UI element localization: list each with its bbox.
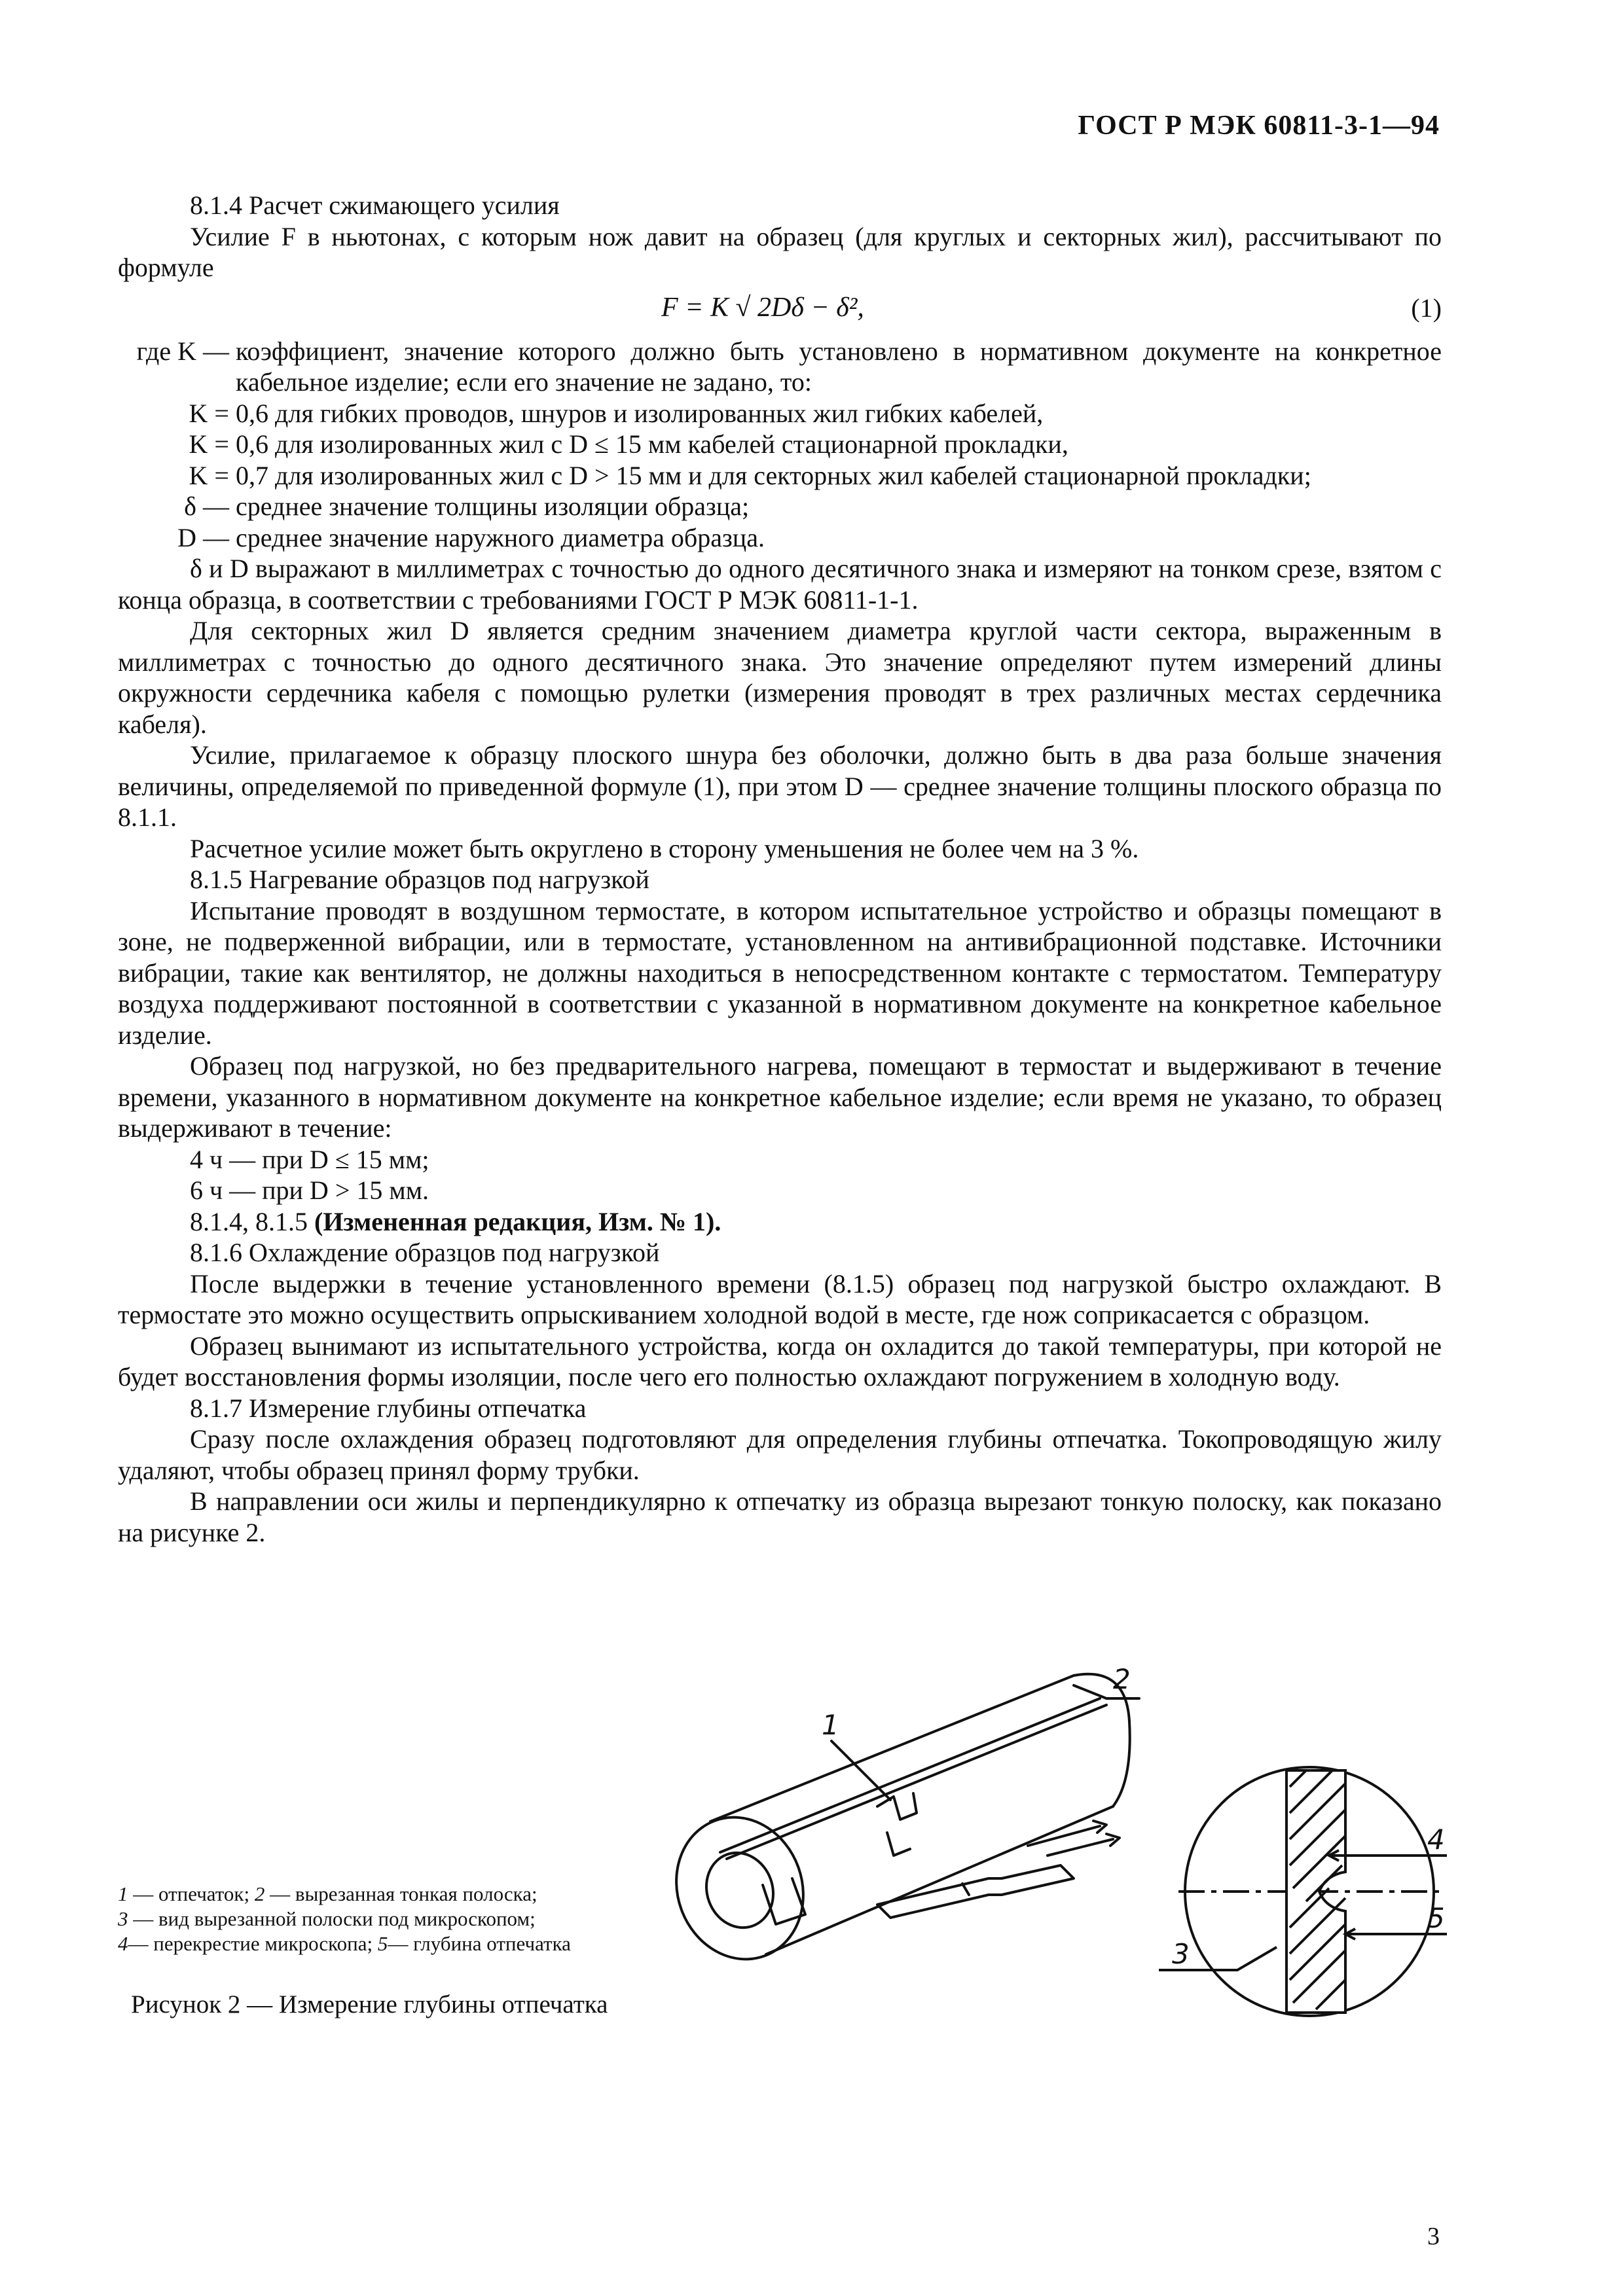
microscope-view [1185, 1767, 1434, 2016]
imprint-notch [877, 1793, 917, 1820]
leader-2 [1074, 1685, 1139, 1698]
amendment-note: 8.1.4, 8.1.5 (Измененная редакция, Изм. № 1). [190, 1206, 721, 1236]
label-2: 2 [1113, 1663, 1131, 1695]
tube-top-edge [710, 1676, 1074, 1821]
definition-k3: K = 0,7 для изолированных жил с D > 15 мм и для секторных жил кабелей стационарной прокладки; [189, 460, 1311, 490]
label-4: 4 [1427, 1823, 1445, 1856]
section-814-heading: 8.1.4 Расчет сжимающего усилия [190, 190, 560, 220]
strip-hatching [1290, 1770, 1345, 2009]
page-body [118, 190, 1442, 1548]
formula-definitions [118, 336, 1442, 554]
formula-expression: F = K √ 2Dδ − δ², [661, 292, 864, 323]
section-817-p2: В направлении оси жилы и перпендикулярно к отпечатку из образца вырезают тонкую полоску, как показано на рисунке 2. [118, 1486, 1442, 1547]
section-814-p3: Усилие, прилагаемое к образцу плоского шнура без оболочки, должно быть в два раза больше значения величины, определяемой по приведенной формуле (1), при этом D — среднее значение толщины плоского образца по 8.1.1. [118, 740, 1442, 832]
definition-d: D — среднее значение наружного диаметра образца. [177, 522, 765, 552]
section-815-heading: 8.1.5 Нагревание образцов под нагрузкой [190, 865, 649, 894]
section-814-p1: δ и D выражают в миллиметрах с точностью до одного десятичного знака и измеряют на тонком срезе, взятом с конца образца, в соответствии с требованиями ГОСТ Р МЭК 60811-1-1. [118, 554, 1442, 615]
figure-caption: Рисунок 2 — Измерение глубины отпечатка [131, 1990, 608, 2018]
tube-groove [720, 1698, 1100, 1852]
section-816-heading: 8.1.6 Охлаждение образцов под нагрузкой [190, 1238, 660, 1267]
legend-line-3: 4— перекрестие микроскопа; 5— глубина отпечатка [118, 1932, 571, 1955]
definition-k1: K = 0,6 для гибких проводов, шнуров и изолированных жил гибких кабелей, [189, 398, 1044, 428]
tube-front-inner [696, 1843, 784, 1937]
section-816-p2: Образец вынимают из испытательного устройства, когда он охладится до такой температуры, при которой не будет восстановления формы изоляции, после чего его полностью охлаждают погружением в холодную воду. [118, 1331, 1442, 1391]
tube-front-outer [657, 1799, 823, 1977]
leader-1 [831, 1741, 890, 1800]
figure-legend [118, 1882, 571, 1956]
formula-number: (1) [1411, 293, 1442, 323]
section-815-p1: Испытание проводят в воздушном термостате, в котором испытательное устройство и образцы помещают в зоне, не подверженной вибрации, или в термостате, установленном на антивибрационной подставке. Источники вибрации, такие как вентилятор, не должны находиться в непосредственном контакте с термостатом. Температуру воздуха поддерживают постоянной в соответствии с указанной в нормативном документе на конкретное кабельное изделие. [118, 895, 1442, 1050]
document-header: ГОСТ Р МЭК 60811-3-1—94 [1078, 111, 1440, 141]
label-1: 1 [822, 1709, 839, 1741]
section-814-intro: Усилие F в ньютонах, с которым нож давит на образец (для круглых и секторных жил), рассчитывают по формуле [118, 221, 1442, 282]
label-5: 5 [1427, 1902, 1445, 1934]
legend-line-1: 1 — отпечаток; 2 — вырезанная тонкая полоска; [118, 1882, 538, 1905]
tube-bottom-edge [766, 1806, 1113, 1954]
section-814-p4: Расчетное усилие может быть округлено в сторону уменьшения не более чем на 3 %. [190, 833, 1139, 863]
page-number: 3 [1427, 2223, 1440, 2250]
leader-3 [1159, 1947, 1277, 1970]
section-815-p2: Образец под нагрузкой, но без предварительного нагрева, помещают в термостат и выдерживают в течение времени, указанного в нормативном документе на конкретное кабельное изделие; если время не указано, то образец выдерживают в течение: [118, 1051, 1442, 1143]
label-3: 3 [1172, 1938, 1190, 1970]
section-814-p2: Для секторных жил D является средним значением диаметра круглой части сектора, выраженным в миллиметрах с точностью до одного десятичного знака. Это значение определяют путем измерений длины окружности сердечника кабеля с помощью рулетки (измерения проводят в трех различных местах сердечника кабеля). [118, 616, 1442, 739]
section-815-t1: 4 ч — при D ≤ 15 мм; [190, 1144, 429, 1174]
definition-k2: K = 0,6 для изолированных жил с D ≤ 15 мм кабелей стационарной прокладки, [189, 429, 1068, 459]
section-817-heading: 8.1.7 Измерение глубины отпечатка [190, 1393, 587, 1423]
legend-line-2: 3 — вид вырезанной полоски под микроскопом; [118, 1907, 536, 1930]
definition-delta: δ — среднее значение толщины изоляции образца; [184, 492, 750, 521]
formula-1 [118, 283, 1442, 336]
section-815-t2: 6 ч — при D > 15 мм. [190, 1175, 429, 1205]
tube-far-end [1074, 1674, 1130, 1806]
strip-section [1286, 1770, 1345, 2013]
strip-arrow-2 [1048, 1839, 1113, 1856]
section-817-p1: Сразу после охлаждения образец подготовляют для определения глубины отпечатка. Токопроводящую жилу удаляют, чтобы образец принял форму трубки. [118, 1424, 1442, 1485]
cut-strip [877, 1865, 1074, 1918]
section-816-p1: После выдержки в течение установленного времени (8.1.5) образец под нагрузкой быстро охлаждают. В термостате это можно осуществить опрыскиванием холодной водой в месте, где нож соприкасается с образцом. [118, 1268, 1442, 1329]
definition-k: где K — коэффициент, значение которого должно быть установлено в нормативном документе на конкретное кабельное изделие; если его значение не задано, то: [136, 336, 1442, 397]
strip-arrow-1 [1028, 1826, 1100, 1846]
